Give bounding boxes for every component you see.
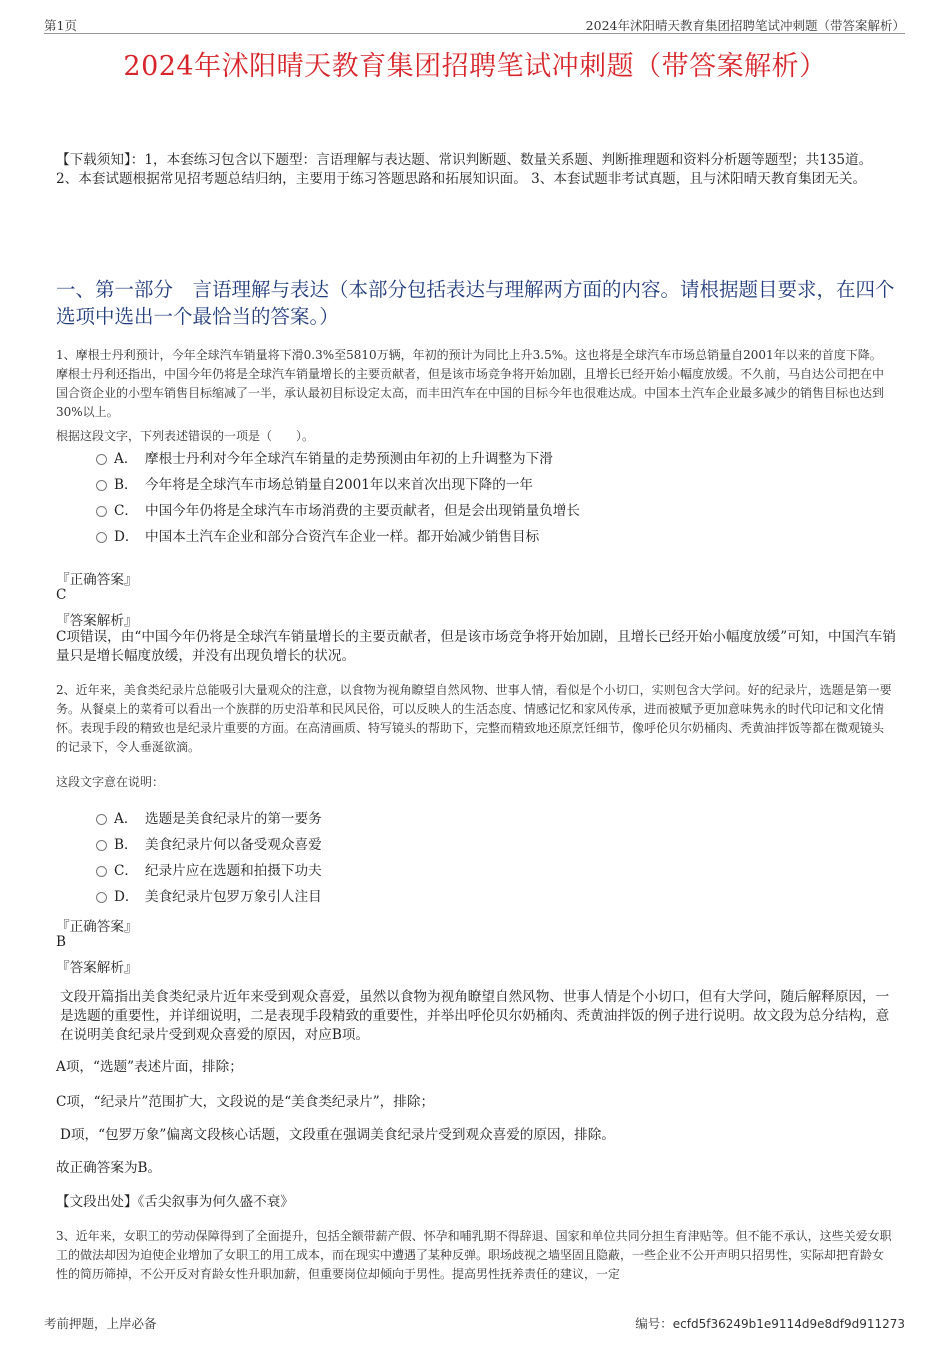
question-2-answer: B xyxy=(56,934,66,950)
radio-icon[interactable] xyxy=(96,532,107,543)
question-2-note: D项，“包罗万象”偏离文段核心话题，文段重在强调美食纪录片受到观众喜爱的原因，排除。 xyxy=(60,1127,615,1143)
question-2-stem: 2、近年来，美食类纪录片总能吸引大量观众的注意，以食物为视角瞭望自然风物、世事人情，看似是个小切口，实则包含大学问。好的纪录片，选题是第一要务。从餐桌上的菜肴可以看出一个族群的历史沿革和民风民俗，可以反映人的生活态度、情感记忆和家风传承，进而被赋予更加意味隽永的时代印记和文化情怀。表现手段的精致也是纪录片重要的方面。在高清画质、特写镜头的帮助下，完整而精致地还原烹饪细节，像呼伦贝尔奶桶肉、秃黄油拌饭等都在微观镜头的记录下，令人垂涎欲滴。 xyxy=(56,683,892,754)
question-1-option-a[interactable]: A． 摩根士丹利对今年全球汽车销量的走势预测由年初的上升调整为下滑 xyxy=(96,449,796,469)
footer-code-label: 编号： xyxy=(635,1316,673,1331)
header-divider xyxy=(44,33,905,34)
footer-slogan: 考前押题，上岸必备 xyxy=(44,1316,157,1331)
radio-icon[interactable] xyxy=(96,454,107,465)
radio-icon[interactable] xyxy=(96,480,107,491)
question-2-option-d[interactable]: D． 美食纪录片包罗万象引人注目 xyxy=(96,887,796,907)
question-1-answer-label: 『正确答案』 xyxy=(56,572,138,588)
question-2-analysis-label: 『答案解析』 xyxy=(56,960,138,976)
question-1-analysis: C项错误，由“中国今年仍将是全球汽车销量增长的主要贡献者，但是该市场竞争将开始加剧，且增长已经开始小幅度放缓”可知，中国汽车销量只是增长幅度放缓，并没有出现负增长的状况。 xyxy=(56,629,896,664)
question-2-option-c[interactable]: C． 纪录片应在选题和拍摄下功夫 xyxy=(96,861,796,881)
question-2-note: A项，“选题”表述片面，排除； xyxy=(56,1059,243,1075)
question-2-note: 故正确答案为B。 xyxy=(56,1160,162,1176)
radio-icon[interactable] xyxy=(96,506,107,517)
question-2-source: 【文段出处】《舌尖叙事为何久盛不衰》 xyxy=(56,1194,294,1210)
question-1-analysis-label: 『答案解析』 xyxy=(56,613,138,629)
radio-icon[interactable] xyxy=(96,892,107,903)
question-2-option-a[interactable]: A． 选题是美食纪录片的第一要务 xyxy=(96,809,796,829)
question-1-stem: 1、摩根士丹利预计，今年全球汽车销量将下滑0.3%至5810万辆，年初的预计为同比上升3.5%。这也将是全球汽车市场总销量自2001年以来的首度下降。摩根士丹利还指出，中国今年仍将是全球汽车销量增长的主要贡献者，但是该市场竞争将开始加剧，且增长已经开始小幅度放缓。不久前，马自达公司把在中国合资企业的小型车销售目标缩减了一半，承认最初目标设定太高，而丰田汽车在中国的目标今年也很难达成。中国本土汽车企业最多减少的销售目标也达到30%以上。 xyxy=(56,348,885,419)
footer-code-value: ecfd5f36249b1e9114d9e8df9d911273 xyxy=(672,1317,905,1331)
section-heading: 一、第一部分 言语理解与表达（本部分包括表达与理解两方面的内容。请根据题目要求，在四个选项中选出一个最恰当的答案。） xyxy=(56,278,895,328)
question-1-option-d[interactable]: D． 中国本土汽车企业和部分合资汽车企业一样。都开始减少销售目标 xyxy=(96,527,796,547)
question-2-option-b[interactable]: B． 美食纪录片何以备受观众喜爱 xyxy=(96,835,796,855)
radio-icon[interactable] xyxy=(96,840,107,851)
radio-icon[interactable] xyxy=(96,866,107,877)
header-document-title: 2024年沭阳晴天教育集团招聘笔试冲刺题（带答案解析） xyxy=(585,18,905,33)
question-2-note: C项，“纪录片”范围扩大，文段说的是“美食类纪录片”，排除； xyxy=(56,1094,435,1110)
footer-document-code xyxy=(635,1314,905,1332)
page-title: 2024年沭阳晴天教育集团招聘笔试冲刺题（带答案解析） xyxy=(123,51,827,82)
question-2-analysis: 文段开篇指出美食类纪录片近年来受到观众喜爱，虽然以食物为视角瞭望自然风物、世事人情是个小切口，但有大学问，随后解释原因，一是选题的重要性，并详细说明，二是表现手段精致的重要性，并举出呼伦贝尔奶桶肉、秃黄油拌饭的例子进行说明。故文段为总分结构，意在说明美食纪录片受到观众喜爱的原因，对应B项。 xyxy=(60,989,890,1043)
header-page-number: 第1页 xyxy=(44,18,77,33)
question-1-option-b[interactable]: B． 今年将是全球汽车市场总销量自2001年以来首次出现下降的一年 xyxy=(96,475,796,495)
question-2-prompt: 这段文字意在说明： xyxy=(56,775,165,789)
question-1-option-c[interactable]: C． 中国今年仍将是全球汽车市场消费的主要贡献者，但是会出现销量负增长 xyxy=(96,501,796,521)
question-3-stem: 3、近年来，女职工的劳动保障得到了全面提升，包括全额带薪产假、怀孕和哺乳期不得辞退、国家和单位共同分担生育津贴等。但不能不承认，这些关爱女职工的做法却因为迫使企业增加了女职工的用工成本，而在现实中遭遇了某种反弹。职场歧视之墙坚固且隐蔽，一些企业不公开声明只招男性，实际却把育龄女性的简历筛掉，不公开反对育龄女性升职加薪，但重要岗位却倾向于男性。提高男性抚养责任的建议，一定 xyxy=(56,1229,892,1281)
download-notice: 【下载须知】：1，本套练习包含以下题型：言语理解与表达题、常识判断题、数量关系题、判断推理题和资料分析题等题型；共135道。 2、本套试题根据常见招考题总结归纳，主要用于练习答题思路和拓展知识面。 3、本套试题非考试真题，且与沭阳晴天教育集团无关。 xyxy=(56,152,873,187)
question-1-answer: C xyxy=(56,587,67,603)
question-1-prompt: 根据这段文字，下列表述错误的一项是（ ）。 xyxy=(56,429,315,443)
radio-icon[interactable] xyxy=(96,814,107,825)
question-2-answer-label: 『正确答案』 xyxy=(56,919,138,935)
